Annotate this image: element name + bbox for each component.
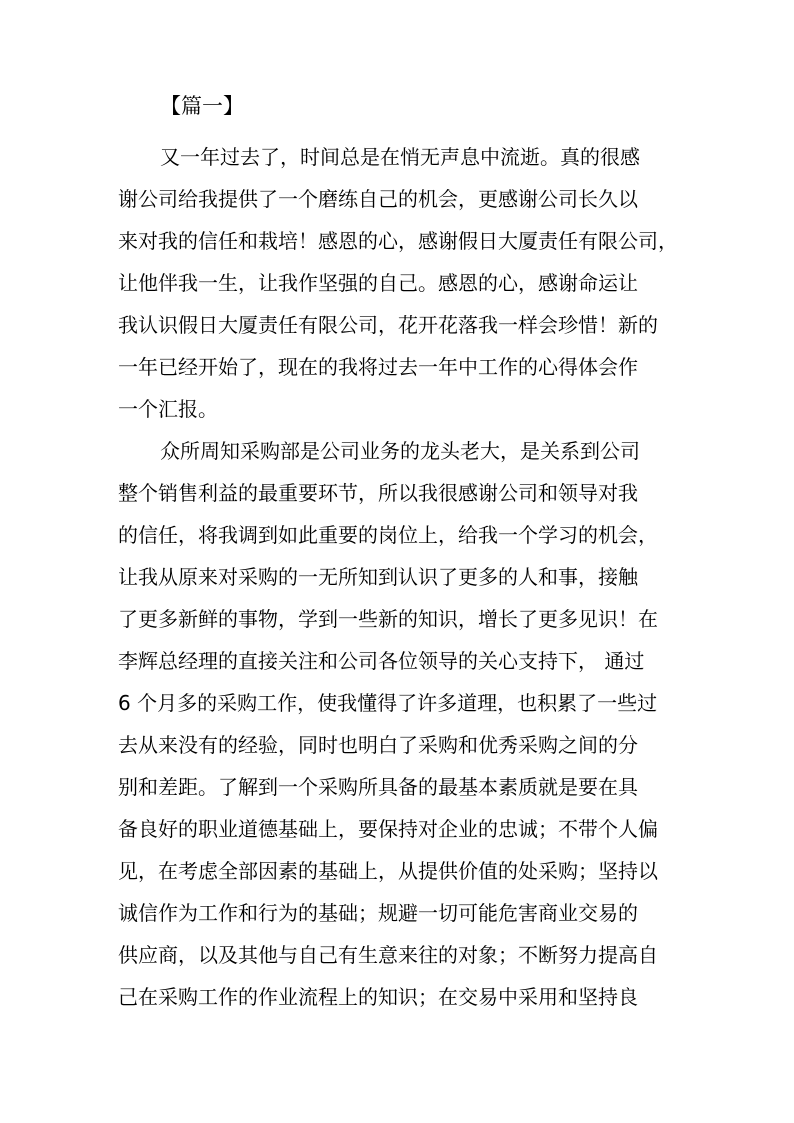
- paragraph-line: 供应商，以及其他与自己有生意来往的对象；不断努力提高自: [118, 943, 658, 967]
- section-heading: 【篇一】: [160, 94, 244, 118]
- paragraph-line: 了更多新鲜的事物，学到一些新的知识，增长了更多见识！在: [118, 607, 658, 631]
- paragraph-line: 一个汇报。: [118, 397, 218, 421]
- paragraph-line: 整个销售利益的最重要环节，所以我很感谢公司和领导对我: [118, 481, 638, 505]
- paragraph-line: 让他伴我一生，让我作坚强的自己。感恩的心，感谢命运让: [118, 271, 638, 295]
- paragraph-line: 别和差距。了解到一个采购所具备的最基本素质就是要在具: [118, 775, 638, 799]
- paragraph-line: 让我从原来对采购的一无所知到认识了更多的人和事，接触: [118, 565, 638, 589]
- paragraph-line: 来对我的信任和栽培！感恩的心，感谢假日大厦责任有限公司，: [118, 229, 678, 253]
- paragraph-line: 去从来没有的经验，同时也明白了采购和优秀采购之间的分: [118, 733, 638, 757]
- paragraph-line: 谢公司给我提供了一个磨练自己的机会，更感谢公司长久以: [118, 187, 638, 211]
- paragraph-line: 我认识假日大厦责任有限公司，花开花落我一样会珍惜！新的: [118, 313, 658, 337]
- paragraph-line: 6 个月多的采购工作，使我懂得了许多道理，也积累了一些过: [118, 691, 658, 715]
- paragraph-line: 备良好的职业道德基础上，要保持对企业的忠诚；不带个人偏: [118, 817, 658, 841]
- paragraph-line: 己在采购工作的作业流程上的知识；在交易中采用和坚持良: [118, 985, 638, 1009]
- paragraph-line: 又一年过去了，时间总是在悄无声息中流逝。真的很感: [160, 145, 640, 169]
- paragraph-line: 诚信作为工作和行为的基础；规避一切可能危害商业交易的: [118, 901, 638, 925]
- paragraph-line: 见，在考虑全部因素的基础上，从提供价值的处采购；坚持以: [118, 859, 658, 883]
- paragraph-line: 一年已经开始了，现在的我将过去一年中工作的心得体会作: [118, 355, 638, 379]
- paragraph-line: 的信任，将我调到如此重要的岗位上，给我一个学习的机会，: [118, 523, 658, 547]
- paragraph-line: 李辉总经理的直接关注和公司各位领导的关心支持下， 通过: [118, 649, 645, 673]
- paragraph-line: 众所周知采购部是公司业务的龙头老大，是关系到公司: [160, 439, 640, 463]
